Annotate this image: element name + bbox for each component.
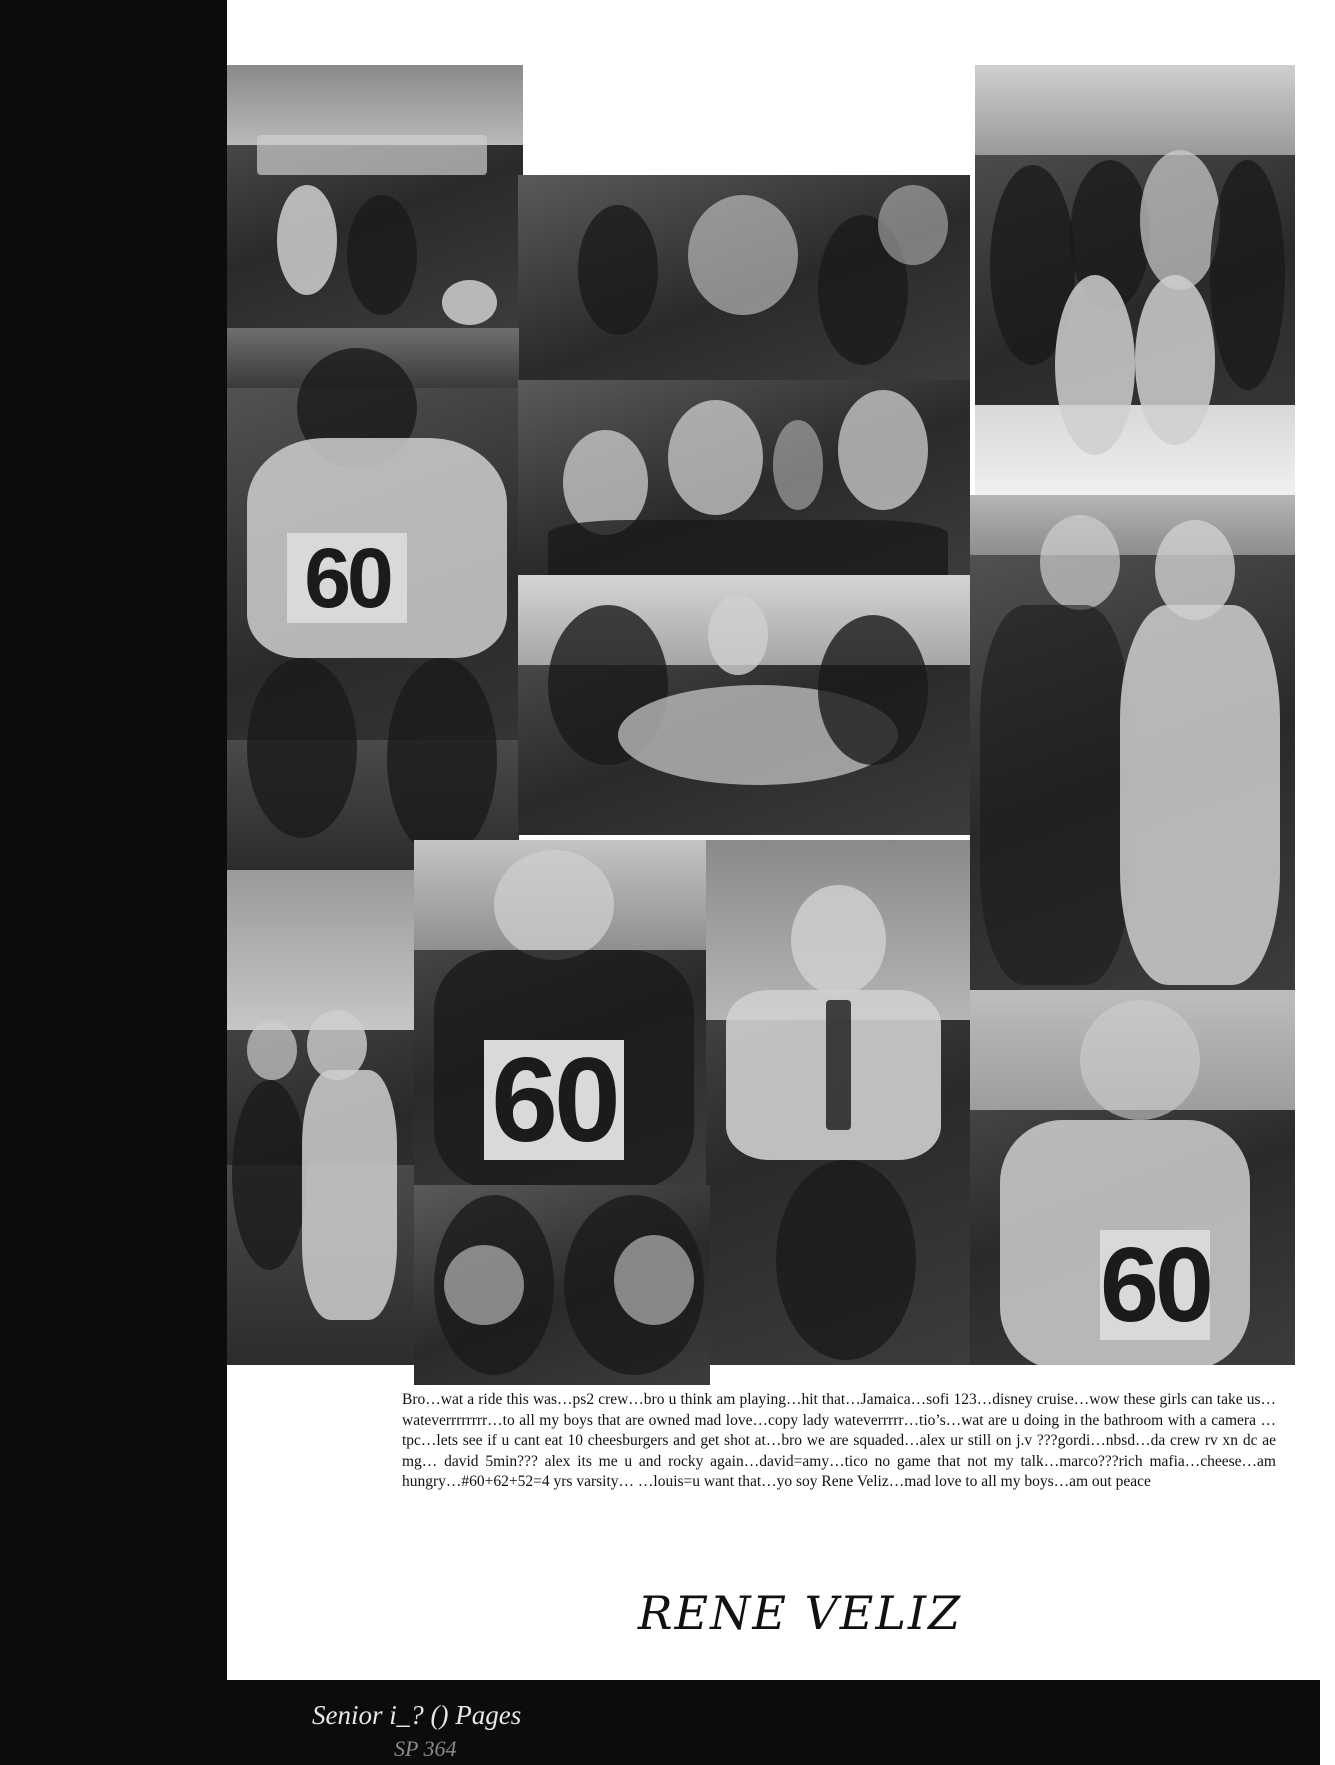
bottom-black-band <box>0 1680 1320 1765</box>
photo-helmet-closeup <box>414 840 710 1185</box>
jersey-number: 60 <box>287 533 407 623</box>
student-name: RENE VELIZ <box>637 1586 963 1640</box>
right-page-edge <box>1320 0 1335 1765</box>
photo-party-hat <box>227 870 414 1365</box>
photo-ski-family <box>975 65 1295 495</box>
photo-white-shirt-tie <box>706 840 970 1365</box>
jersey-number: 60 <box>1100 1226 1210 1344</box>
senior-message: Bro…wat a ride this was…ps2 crew…bro u think am playing…hit that…Jamaica…sofi 123…disney cruise…wow these girls can take us…wateverrrrrrrr…to all my boys that are owned mad love…copy lady wateverrrrr…tio’s…wat are u doing in the bathroom with a camera …tpc…lets see if u cant eat 10 cheesburgers and get shot at…bro we are squaded…alex ur still on j.v ???gordi…nbsd…da crew rv xn dc ae mg… david 5min??? alex its me u and rocky again…david=amy…tico no game that not my talk…marco???rich mafia…cheese…am hungry…#60+62+52=4 yrs varsity… …louis=u want that…yo soy Rene Veliz…mad love to all my boys…am out peace <box>398 1388 1280 1552</box>
page-number: SP 364 <box>394 1736 457 1761</box>
photo-two-friends-field <box>970 495 1295 990</box>
photo-fishing-pair <box>227 65 523 328</box>
photo-football-huddle <box>518 175 970 380</box>
photo-group-suits <box>518 380 970 575</box>
photo-player-side <box>970 990 1295 1365</box>
jersey-number: 60 <box>484 1040 624 1160</box>
photo-fish-catch <box>518 575 970 835</box>
photo-game-action <box>414 1185 710 1385</box>
section-label: Senior i ̲ ? () Pages <box>312 1700 522 1730</box>
left-black-margin <box>0 0 227 1765</box>
photo-kneeling-player <box>227 328 519 870</box>
